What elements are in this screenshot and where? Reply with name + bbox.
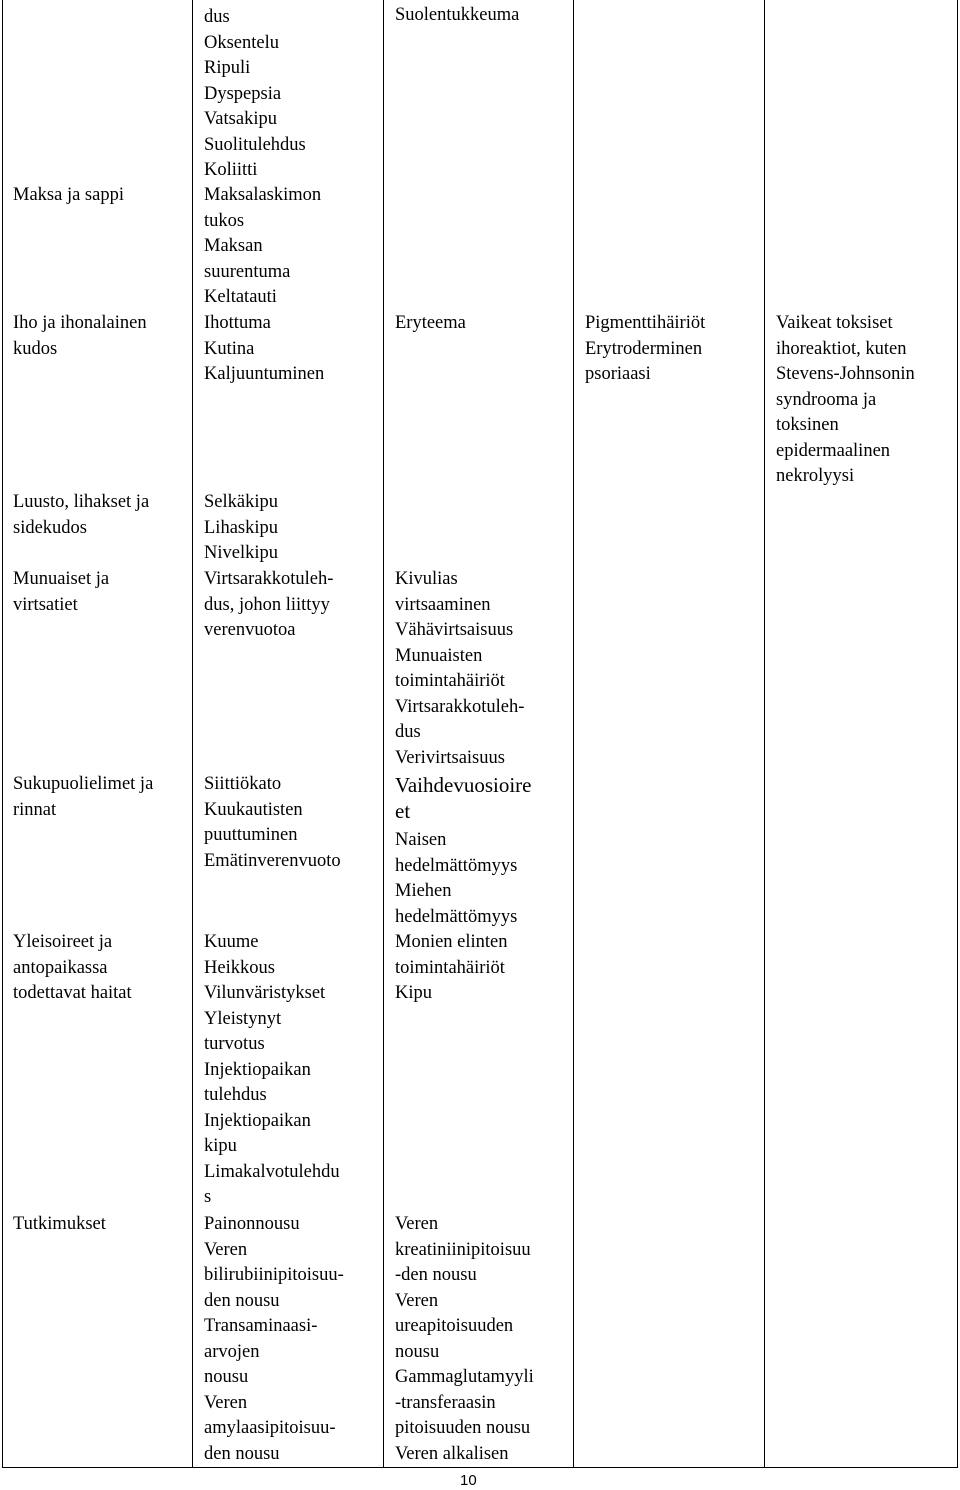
cell-uncommon: Kivulias virtsaaminen Vähävirtsaisuus Munuaisten toimintahäiriöt Virtsarakkotuleh- dus Verivirtsaisuus [395,569,525,768]
cell-uncommon: Suolentukkeuma [395,5,520,25]
cell-organ: Yleisoireet ja antopaikassa todettavat haitat [13,932,132,1003]
cell-uncommon: Naisen hedelmättömyys Miehen hedelmättömyys [395,830,518,927]
cell-uncommon: Veren kreatiniinipitoisuu -den nousu Veren ureapitoisuuden nousu Gammaglutamyyli -transferaasin pitoisuuden nousu Veren alkalisen [395,1214,534,1464]
grid-line [192,0,193,1468]
cell-uncommon-heading: Vaihdevuosioire et [395,773,532,823]
cell-common: Painonnousu Veren bilirubiinipitoisuu- den nousu Transaminaasi- arvojen nousu Veren amylaasipitoisuu- den nousu [204,1214,344,1464]
cell-common: Virtsarakkotuleh- dus, johon liittyy verenvuotoa [204,569,334,640]
cell-organ: Sukupuolielimet ja rinnat [13,774,154,820]
cell-common: Kuume Heikkous Vilunväristykset Yleistynyt turvotus Injektiopaikan tulehdus Injektiopaikan kipu Limakalvotulehdu s [204,932,340,1207]
cell-common: Maksalaskimon tukos Maksan suurentuma Keltatauti [204,185,322,307]
cell-organ: Tutkimukset [13,1214,106,1234]
cell-common: Ihottuma Kutina Kaljuuntuminen [204,313,325,384]
cell-common: dus Oksentelu Ripuli Dyspepsia Vatsakipu Suolitulehdus Koliitti [204,7,306,180]
cell-organ: Maksa ja sappi [13,185,124,205]
page-number: 10 [460,1472,477,1489]
cell-rare: Pigmenttihäiriöt Erytroderminen psoriaasi [585,313,706,384]
cell-uncommon: Eryteema [395,313,466,333]
cell-organ: Luusto, lihakset ja sidekudos [13,492,150,538]
grid-line [573,0,574,1468]
grid-line [957,0,958,1468]
cell-common: Selkäkipu Lihaskipu Nivelkipu [204,492,278,563]
cell-uncommon: Monien elinten toimintahäiriöt Kipu [395,932,508,1003]
grid-line [383,0,384,1468]
grid-line [2,1467,958,1468]
cell-very-rare: Vaikeat toksiset ihoreaktiot, kuten Stevens-Johnsonin syndrooma ja toksinen epidermaalinen nekrolyysi [776,313,915,486]
grid-line [764,0,765,1468]
grid-line [2,0,3,1468]
cell-common: Siittiökato Kuukautisten puuttuminen Emätinverenvuoto [204,774,341,871]
cell-organ: Iho ja ihonalainen kudos [13,313,147,359]
cell-organ: Munuaiset ja virtsatiet [13,569,110,615]
